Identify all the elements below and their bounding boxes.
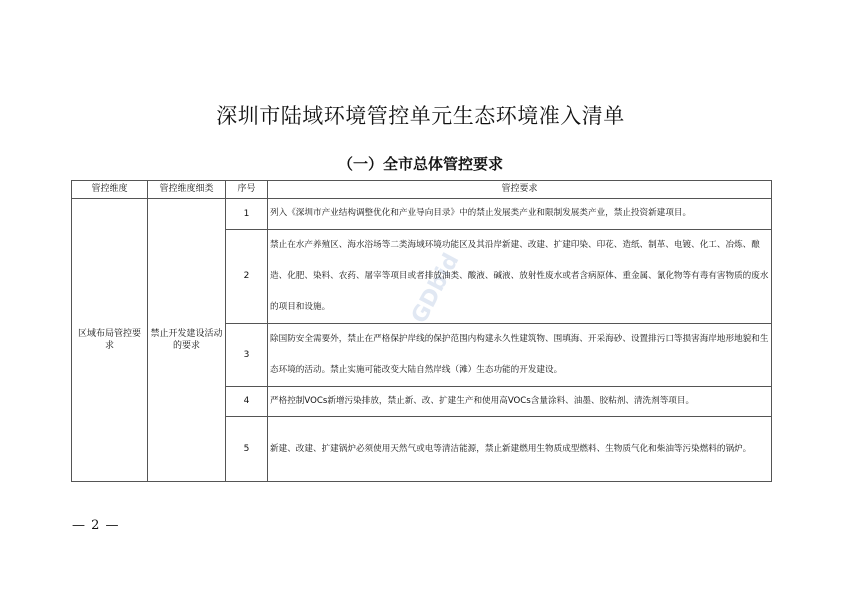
requirement-text: 禁止在水产养殖区、海水浴场等二类海域环境功能区及其沿岸新建、改建、扩建印染、印花、造纸、制革、电镀、化工、冶炼、酿造、化肥、染料、农药、屠宰等项目或者排放油类、酸液、碱液、放射性废水或者含病原体、重金属、氰化物等有毒有害物质的废水的项目和设施。: [268, 230, 772, 324]
document-title: 深圳市陆域环境管控单元生态环境准入清单: [216, 104, 625, 128]
header-requirement: 管控要求: [268, 181, 772, 199]
table-row: [72, 199, 772, 230]
row-number: 1: [226, 199, 268, 230]
subcategory-cell: 禁止开发建设活动的要求: [148, 199, 226, 482]
requirement-text: 新建、改建、扩建锅炉必须使用天然气或电等清洁能源，禁止新建燃用生物质成型燃料、生物质气化和柴油等污染燃料的锅炉。: [268, 417, 772, 482]
row-number: 5: [226, 417, 268, 482]
row-number: 4: [226, 387, 268, 417]
header-dimension: 管控维度: [72, 181, 148, 199]
dimension-cell: 区域布局管控要求: [72, 199, 148, 482]
header-subcategory: 管控维度细类: [148, 181, 226, 199]
section-title: （一）全市总体管控要求: [337, 155, 503, 173]
row-number: 2: [226, 230, 268, 324]
requirement-text: 严格控制VOCs新增污染排放，禁止新、改、扩建生产和使用高VOCs含量涂料、油墨、胶粘剂、清洗剂等项目。: [268, 387, 772, 417]
page-number: — 2 —: [72, 518, 120, 533]
requirement-text: 列入《深圳市产业结构调整优化和产业导向目录》中的禁止发展类产业和限制发展类产业，禁止投资新建项目。: [268, 199, 772, 230]
requirements-table: [71, 180, 772, 482]
table-header-row: [72, 181, 772, 199]
row-number: 3: [226, 324, 268, 387]
requirement-text: 除国防安全需要外，禁止在严格保护岸线的保护范围内构建永久性建筑物、围填海、开采海砂、设置排污口等损害海岸地形地貌和生态环境的活动。禁止实施可能改变大陆自然岸线（滩）生态功能的开发建设。: [268, 324, 772, 387]
header-number: 序号: [226, 181, 268, 199]
watermark: GDbid: [406, 249, 465, 328]
